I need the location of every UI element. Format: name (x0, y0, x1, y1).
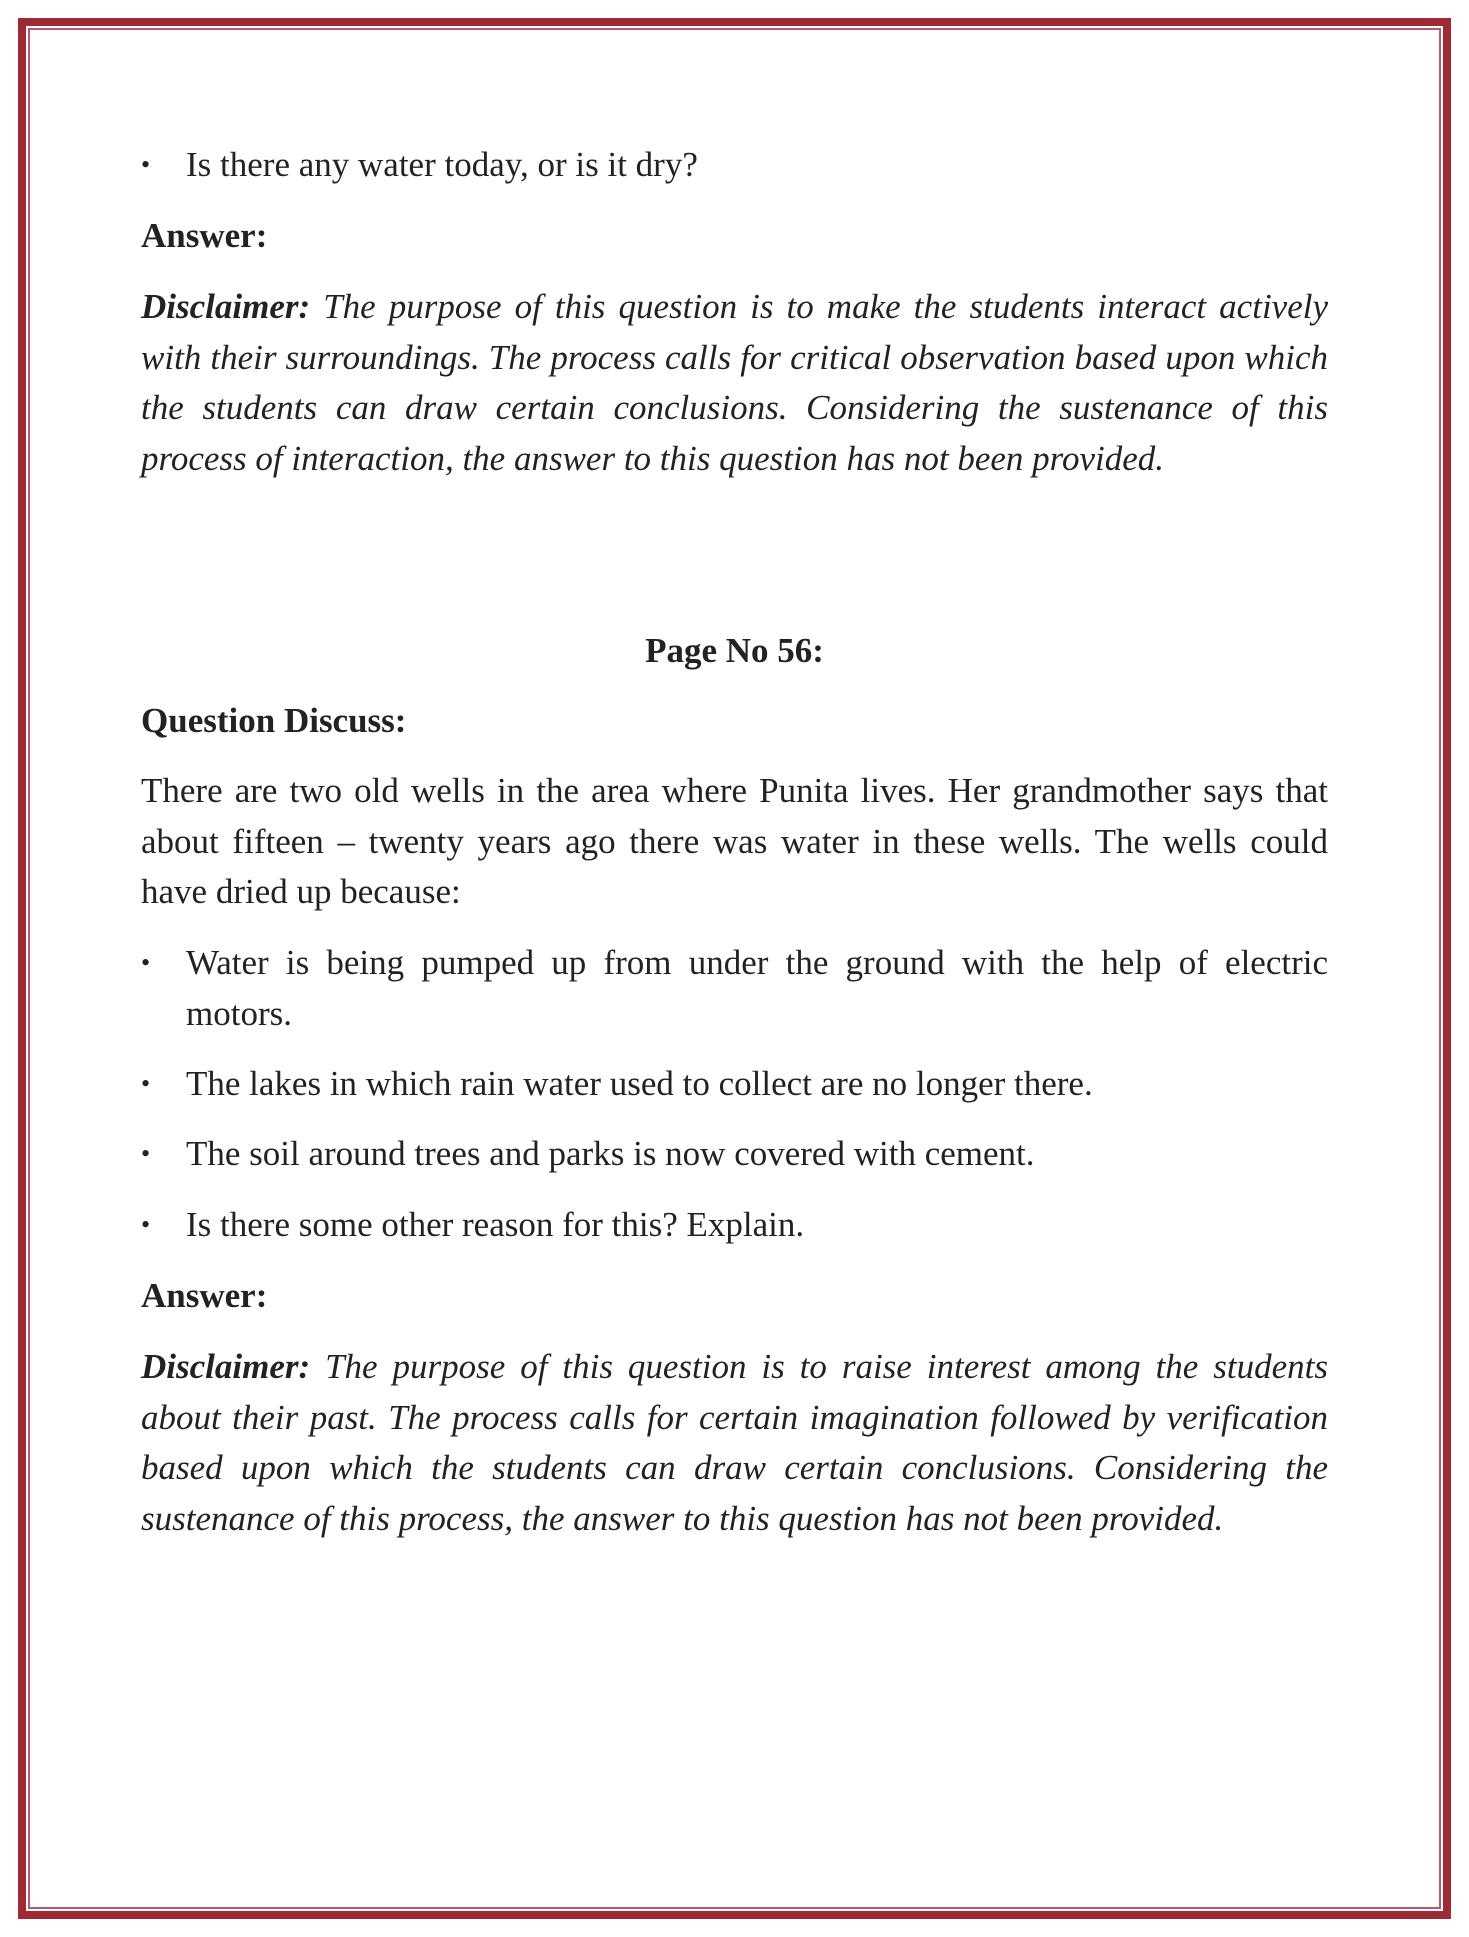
bullet-item (141, 140, 1328, 191)
question-heading: Question Discuss: (141, 701, 407, 740)
bullet-text: The soil around trees and parks is now covered with cement. (186, 1134, 1035, 1173)
bullet-text: Water is being pumped up from under the ground with the help of electric motors. (186, 943, 1328, 1033)
disclaimer-paragraph (141, 1342, 1328, 1544)
disclaimer-paragraph (141, 282, 1328, 484)
bullet-item (141, 938, 1328, 1039)
disclaimer-text: The purpose of this question is to make the students interact actively with their surroundings. The process calls for critical observation based upon which the students can draw certain conclusions. Considering the sustenance of this process of interaction, the answer to this question has not been provided. (141, 287, 1328, 478)
bullet-icon: • (141, 1069, 151, 1098)
bullet-text: Is there any water today, or is it dry? (186, 145, 698, 184)
bullet-icon: • (141, 1139, 151, 1168)
bullet-icon: • (141, 150, 151, 179)
disclaimer-text: The purpose of this question is to raise interest among the students about their past. The process calls for certain imagination followed by verification based upon which the students can draw certain conclusions. Considering the sustenance of this process, the answer to this question has not been provided. (141, 1347, 1328, 1538)
bullet-item (141, 1200, 1328, 1251)
answer-label: Answer: (141, 216, 268, 255)
bullet-item (141, 1129, 1328, 1180)
bullet-item (141, 1059, 1328, 1110)
bullet-text: Is there some other reason for this? Explain. (186, 1205, 805, 1244)
question-text: There are two old wells in the area where Punita lives. Her grandmother says that about fifteen – twenty years ago there was water in these wells. The wells could have dried up because: (141, 771, 1328, 911)
page-heading: Page No 56: (645, 631, 824, 670)
bullet-icon: • (141, 948, 151, 977)
answer-label: Answer: (141, 1276, 268, 1315)
disclaimer-label: Disclaimer: (141, 1347, 311, 1386)
bullet-text: The lakes in which rain water used to collect are no longer there. (186, 1064, 1093, 1103)
bullet-icon: • (141, 1210, 151, 1239)
disclaimer-label: Disclaimer: (141, 287, 311, 326)
